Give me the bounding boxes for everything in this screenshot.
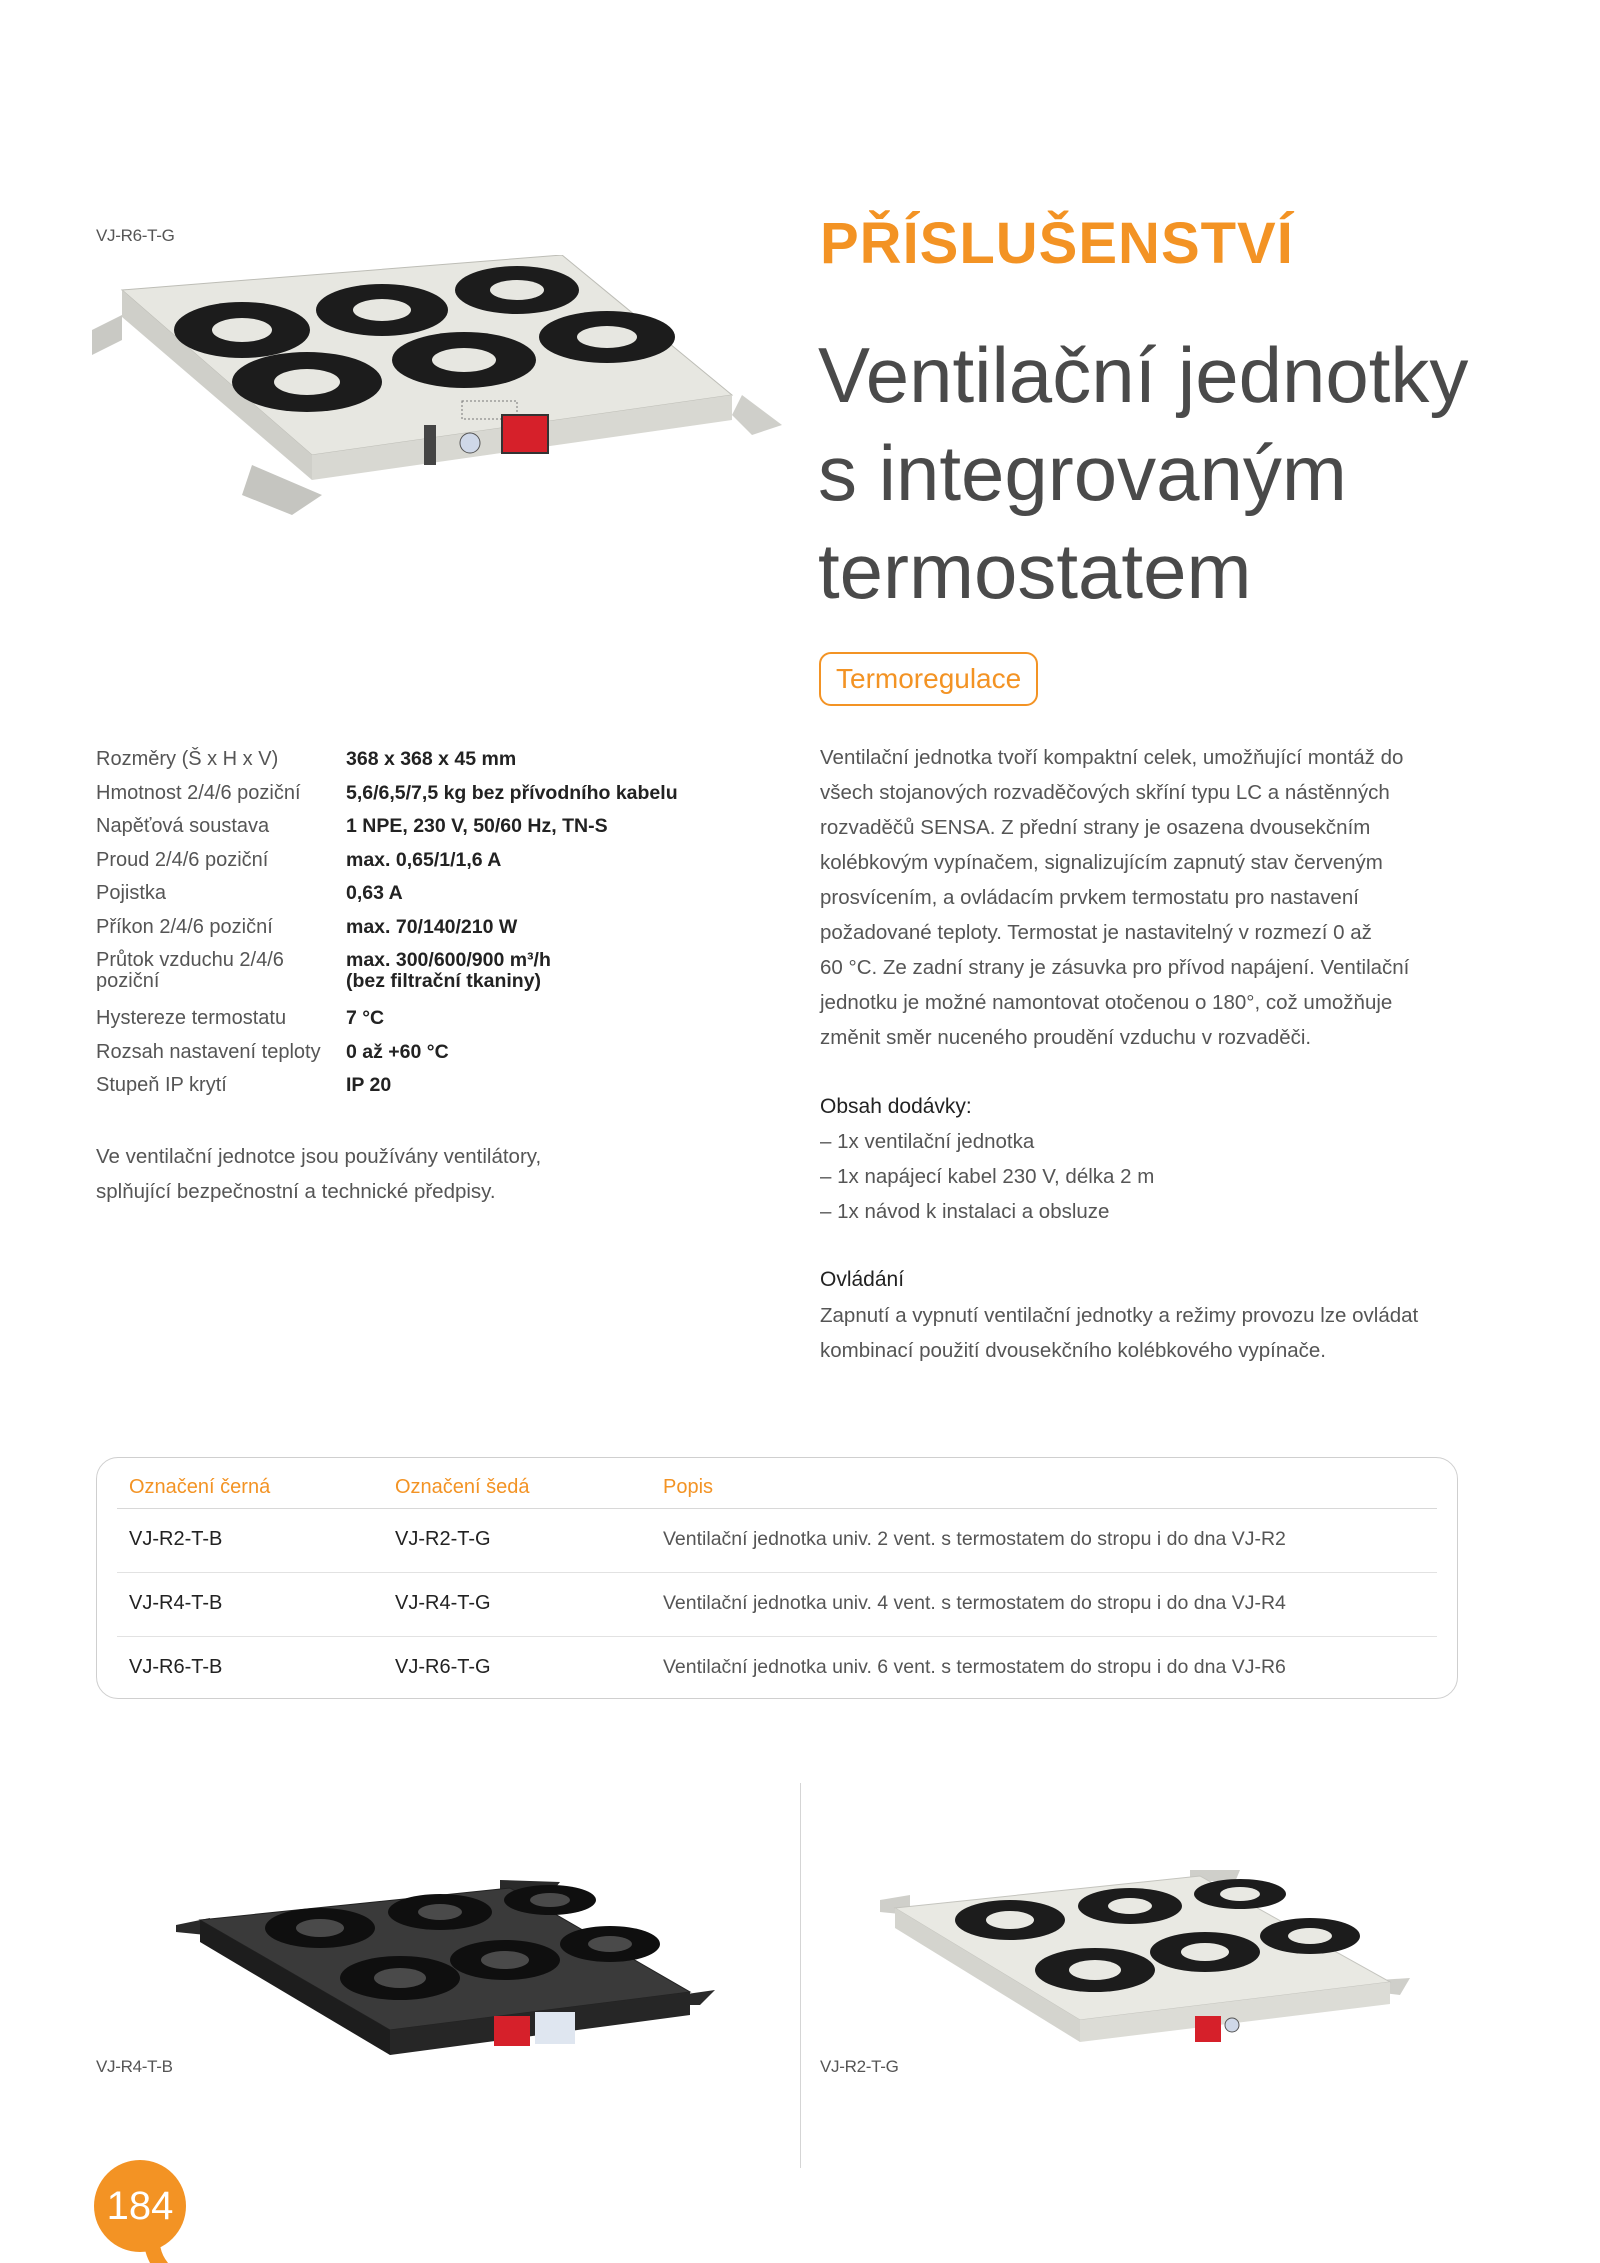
fan-unit-gray-6-image <box>92 255 792 525</box>
control-text: Zapnutí a vypnutí ventilační jednotky a režimy provozu lze ovládat kombinací použití dvousekčního kolébkového vypínače. <box>820 1304 1419 1362</box>
list-item: – 1x návod k instalaci a obsluze <box>820 1200 1110 1223</box>
page-number: 184 <box>94 2160 186 2252</box>
spec-row: Stupeň IP krytí IP 20 <box>96 1074 392 1096</box>
safety-note: Ve ventilační jednotce jsou používány ventilátory, splňující bezpečnostní a technické předpisy. <box>96 1145 542 1203</box>
spec-row: Napěťová soustava 1 NPE, 230 V, 50/60 Hz, TN-S <box>96 815 608 837</box>
spec-row: Rozměry (Š x H x V) 368 x 368 x 45 mm <box>96 748 517 770</box>
delivery-heading: Obsah dodávky: <box>820 1095 972 1118</box>
control-heading: Ovládání <box>820 1268 905 1291</box>
list-item: – 1x napájecí kabel 230 V, délka 2 m <box>820 1165 1155 1188</box>
spec-row: Proud 2/4/6 poziční max. 0,65/1/1,6 A <box>96 848 502 871</box>
table-row: VJ-R6-T-B VJ-R6-T-G Ventilační jednotka univ. 6 vent. s termostatem do stropu i do dna VJ-R6 <box>129 1656 1286 1678</box>
section-title: PŘÍSLUŠENSTVÍ <box>820 211 1294 276</box>
bottom-left-caption: VJ-R4-T-B <box>96 2057 173 2076</box>
delivery-list <box>820 1124 1154 1229</box>
header-black: Označení černá <box>129 1476 271 1498</box>
title-line-1: Ventilační jednotky <box>818 331 1469 419</box>
list-item: – 1x ventilační jednotka <box>820 1130 1035 1153</box>
description: Ventilační jednotka tvoří kompaktní celek, umožňující montáž do všech stojanových rozvaděčových skříní typu LC a nástěnných rozvaděčů SENSA. Z přední strany je osazena dvousekčním kolébkovým vypínačem, signalizujícím zapnutý stav červeným prosvícením, a ovládacím prvkem termostatu pro nastavení požadované teploty. Termostat je nastavitelný v rozmezí 0 až 60 °C. Ze zadní strany je zásuvka pro přívod napájení. Ventilační jednotku je možné namontovat otočenou o 180°, což umožňuje změnit směr nuceného proudění vzduchu v rozvaděči. <box>820 746 1410 1049</box>
table-row: VJ-R2-T-B VJ-R2-T-G Ventilační jednotka univ. 2 vent. s termostatem do stropu i do dna VJ-R2 <box>117 1508 1437 1573</box>
category-tag: Termoregulace <box>819 652 1038 706</box>
bottom-right-caption: VJ-R2-T-G <box>820 2057 899 2076</box>
page-title <box>818 326 1468 620</box>
header-description: Popis <box>663 1476 714 1498</box>
fan-unit-gray-2-image <box>870 1870 1430 2070</box>
header-gray: Označení šedá <box>395 1476 530 1498</box>
spec-row: Příkon 2/4/6 poziční max. 70/140/210 W <box>96 915 518 938</box>
spec-row: Pojistka 0,63 A <box>96 882 403 904</box>
table-header <box>117 1458 1437 1509</box>
product-code-table <box>96 1457 1458 1699</box>
spec-row: Hystereze termostatu 7 °C <box>96 1007 385 1029</box>
table-row: VJ-R4-T-B VJ-R4-T-G Ventilační jednotka univ. 4 vent. s termostatem do stropu i do dna VJ-R4 <box>117 1572 1437 1637</box>
vertical-divider <box>800 1783 801 2168</box>
spec-table <box>96 748 678 1108</box>
title-line-2: s integrovaným <box>818 429 1347 517</box>
title-line-3: termostatem <box>818 527 1252 615</box>
spec-row: Průtok vzduchu 2/4/6 poziční max. 300/600/900 m³/h (bez filtrační tkaniny) <box>96 949 551 992</box>
spec-row: Rozsah nastavení teploty 0 až +60 °C <box>96 1040 449 1063</box>
spec-row: Hmotnost 2/4/6 poziční 5,6/6,5/7,5 kg bez přívodního kabelu <box>96 781 678 804</box>
fan-unit-black-4-image <box>170 1880 730 2100</box>
top-image-caption: VJ-R6-T-G <box>96 226 175 245</box>
